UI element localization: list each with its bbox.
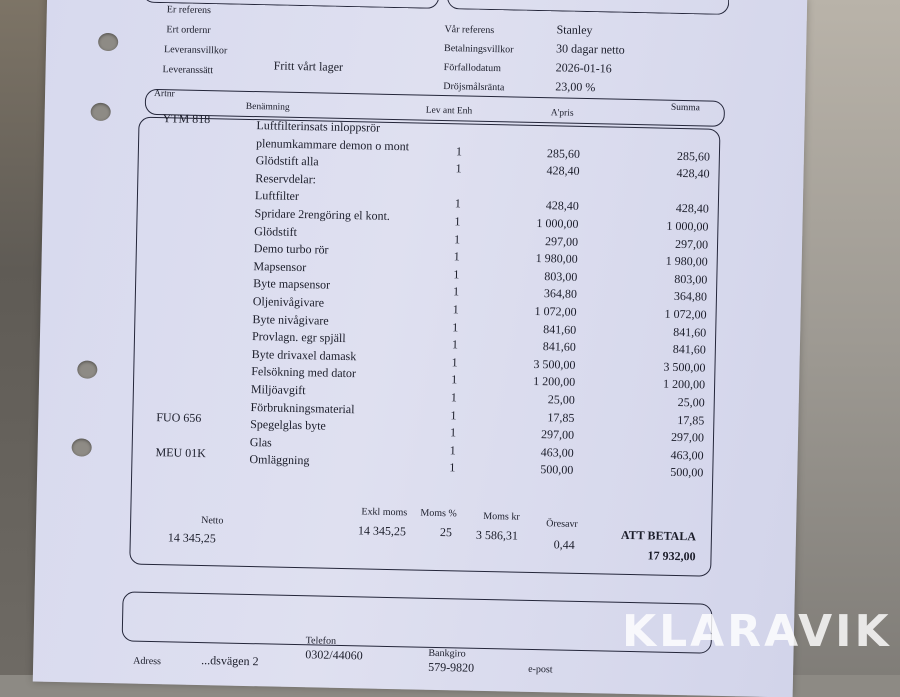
label-er-referens: Er referens bbox=[166, 4, 212, 17]
row-quantity: 1 bbox=[451, 337, 459, 352]
row-summa: 1 200,00 bbox=[662, 377, 706, 392]
row-quantity: 1 bbox=[454, 214, 461, 229]
row-apris: 25,00 bbox=[547, 392, 575, 407]
header-summa: Summa bbox=[670, 102, 701, 114]
row-summa: 500,00 bbox=[670, 465, 704, 480]
row-summa: 428,40 bbox=[675, 201, 709, 216]
row-benamning: Glas bbox=[249, 434, 272, 450]
value-forfallodatum: 2026-01-16 bbox=[555, 60, 612, 76]
row-summa: 364,80 bbox=[673, 289, 708, 304]
row-benamning: plenumkammare demon o mont bbox=[255, 135, 410, 153]
row-quantity: 1 bbox=[449, 425, 457, 440]
row-benamning: Luftfilterinsats inloppsrör bbox=[256, 118, 381, 135]
row-artnr: MEU 01K bbox=[155, 445, 207, 461]
row-quantity: 1 bbox=[449, 460, 456, 475]
value-att-betala: 17 932,00 bbox=[647, 548, 696, 564]
row-summa: 463,00 bbox=[670, 447, 704, 463]
row-summa: 1 072,00 bbox=[664, 306, 707, 322]
punch-hole-icon bbox=[71, 438, 91, 456]
label-att-betala: ATT BETALA bbox=[620, 527, 697, 544]
label-forfallodatum: Förfallodatum bbox=[443, 62, 502, 75]
label-bankgiro: Bankgiro bbox=[428, 647, 466, 660]
row-apris: 17,85 bbox=[547, 409, 575, 425]
row-quantity: 1 bbox=[450, 407, 457, 422]
row-summa: 1 980,00 bbox=[665, 253, 708, 269]
row-quantity: 1 bbox=[449, 443, 456, 458]
row-benamning: Omläggning bbox=[249, 452, 310, 468]
label-telefon: Telefon bbox=[305, 635, 337, 647]
row-apris: 297,00 bbox=[544, 233, 579, 249]
row-apris: 841,60 bbox=[542, 339, 577, 355]
value-moms-kr: 3 586,31 bbox=[475, 527, 519, 543]
header-box-right bbox=[447, 0, 729, 15]
row-summa: 17,85 bbox=[677, 412, 705, 428]
row-artnr: FUO 656 bbox=[156, 410, 202, 426]
label-adress: Adress bbox=[133, 655, 162, 668]
value-moms-pct: 25 bbox=[439, 525, 453, 540]
row-summa: 803,00 bbox=[674, 271, 708, 287]
row-quantity: 1 bbox=[450, 390, 457, 405]
row-apris: 428,40 bbox=[546, 163, 580, 179]
row-benamning: Felsökning med dator bbox=[251, 364, 357, 381]
row-summa: 841,60 bbox=[673, 324, 707, 340]
header-artnr: Artnr bbox=[153, 88, 175, 100]
punch-hole-icon bbox=[77, 360, 97, 378]
row-quantity: 1 bbox=[452, 319, 459, 334]
row-apris: 1 000,00 bbox=[536, 215, 579, 231]
row-quantity: 1 bbox=[452, 302, 459, 317]
row-benamning: Reservdelar: bbox=[255, 170, 317, 187]
value-var-referens: Stanley bbox=[556, 22, 593, 38]
label-moms-pct: Moms % bbox=[420, 507, 457, 520]
row-summa: 1 000,00 bbox=[666, 218, 709, 234]
punch-hole-icon bbox=[91, 103, 111, 121]
label-var-referens: Vår referens bbox=[444, 24, 495, 37]
row-benamning: Provlagn. egr spjäll bbox=[251, 329, 346, 346]
row-apris: 285,60 bbox=[546, 145, 581, 161]
row-benamning: Demo turbo rör bbox=[253, 241, 329, 257]
value-adress: ...dsvägen 2 bbox=[201, 653, 259, 669]
row-apris: 500,00 bbox=[540, 462, 574, 478]
row-benamning: Miljöavgift bbox=[250, 382, 306, 398]
value-betalningsvillkor: 30 dagar netto bbox=[555, 41, 625, 57]
value-netto: 14 345,25 bbox=[167, 530, 216, 546]
header-lev-ant-enh: Lev ant Enh bbox=[425, 105, 473, 117]
row-summa: 25,00 bbox=[677, 394, 705, 410]
row-apris: 1 072,00 bbox=[534, 303, 577, 319]
label-betalningsvillkor: Betalningsvillkor bbox=[443, 43, 514, 56]
row-benamning: Glödstift alla bbox=[255, 153, 319, 169]
row-quantity: 1 bbox=[452, 284, 460, 299]
row-apris: 1 980,00 bbox=[535, 251, 578, 267]
row-summa: 428,40 bbox=[676, 166, 710, 181]
row-apris: 463,00 bbox=[540, 444, 574, 460]
row-benamning: Luftfilter bbox=[254, 188, 300, 204]
value-exkl-moms: 14 345,25 bbox=[357, 523, 407, 539]
row-apris: 1 200,00 bbox=[533, 374, 576, 390]
label-netto: Netto bbox=[201, 515, 224, 527]
row-benamning: Spegelglas byte bbox=[250, 417, 326, 433]
row-artnr: YTM 818 bbox=[162, 111, 211, 127]
row-quantity: 1 bbox=[455, 161, 462, 176]
row-benamning: Byte drivaxel damask bbox=[251, 346, 357, 364]
row-benamning: Byte mapsensor bbox=[252, 276, 331, 293]
delivery-terms-value: Fritt vårt lager bbox=[273, 58, 344, 74]
row-summa: 297,00 bbox=[670, 430, 705, 445]
label-ert-ordernr: Ert ordernr bbox=[166, 24, 211, 37]
row-benamning: Mapsensor bbox=[253, 258, 307, 274]
row-apris: 803,00 bbox=[544, 268, 578, 284]
row-benamning: Byte nivågivare bbox=[252, 311, 329, 328]
label-leveransvillkor: Leveransvillkor bbox=[163, 44, 228, 57]
value-bankgiro: 579-9820 bbox=[428, 659, 475, 675]
row-benamning: Förbrukningsmaterial bbox=[250, 399, 355, 416]
label-exkl-moms: Exkl moms bbox=[361, 506, 408, 519]
row-benamning: Oljenivågivare bbox=[252, 294, 325, 310]
row-apris: 428,40 bbox=[545, 198, 579, 214]
row-benamning: Spridare 2rengöring el kont. bbox=[254, 206, 391, 223]
row-summa: 285,60 bbox=[676, 148, 711, 164]
row-quantity: 1 bbox=[451, 355, 458, 370]
klaravik-watermark: KLARAVIK bbox=[622, 606, 892, 657]
row-apris: 364,80 bbox=[543, 286, 578, 302]
header-apris: A'pris bbox=[550, 108, 574, 119]
row-quantity: 1 bbox=[453, 267, 460, 282]
row-benamning: Glödstift bbox=[254, 223, 298, 239]
value-oresavr: 0,44 bbox=[553, 537, 575, 552]
label-epost: e-post bbox=[528, 663, 553, 676]
label-leveranssatt: Leveranssätt bbox=[162, 64, 214, 77]
punch-hole-icon bbox=[98, 33, 118, 51]
value-telefon: 0302/44060 bbox=[305, 647, 363, 663]
row-summa: 297,00 bbox=[674, 236, 709, 252]
row-quantity: 1 bbox=[453, 231, 461, 246]
row-quantity: 1 bbox=[453, 249, 460, 264]
row-summa: 841,60 bbox=[672, 342, 707, 357]
row-summa: 3 500,00 bbox=[663, 359, 706, 375]
row-apris: 3 500,00 bbox=[533, 356, 576, 372]
label-drojsmalsranta: Dröjsmålsränta bbox=[443, 81, 505, 94]
row-apris: 841,60 bbox=[543, 321, 577, 337]
row-quantity: 1 bbox=[454, 196, 462, 211]
row-apris: 297,00 bbox=[540, 427, 575, 443]
header-benamning: Benämning bbox=[245, 101, 290, 113]
label-oresavr: Öresavr bbox=[546, 518, 578, 530]
label-moms-kr: Moms kr bbox=[483, 510, 520, 523]
row-quantity: 1 bbox=[451, 372, 458, 387]
invoice-page bbox=[33, 0, 807, 697]
value-drojsmalsranta: 23,00 % bbox=[555, 79, 596, 95]
row-quantity: 1 bbox=[455, 143, 463, 159]
